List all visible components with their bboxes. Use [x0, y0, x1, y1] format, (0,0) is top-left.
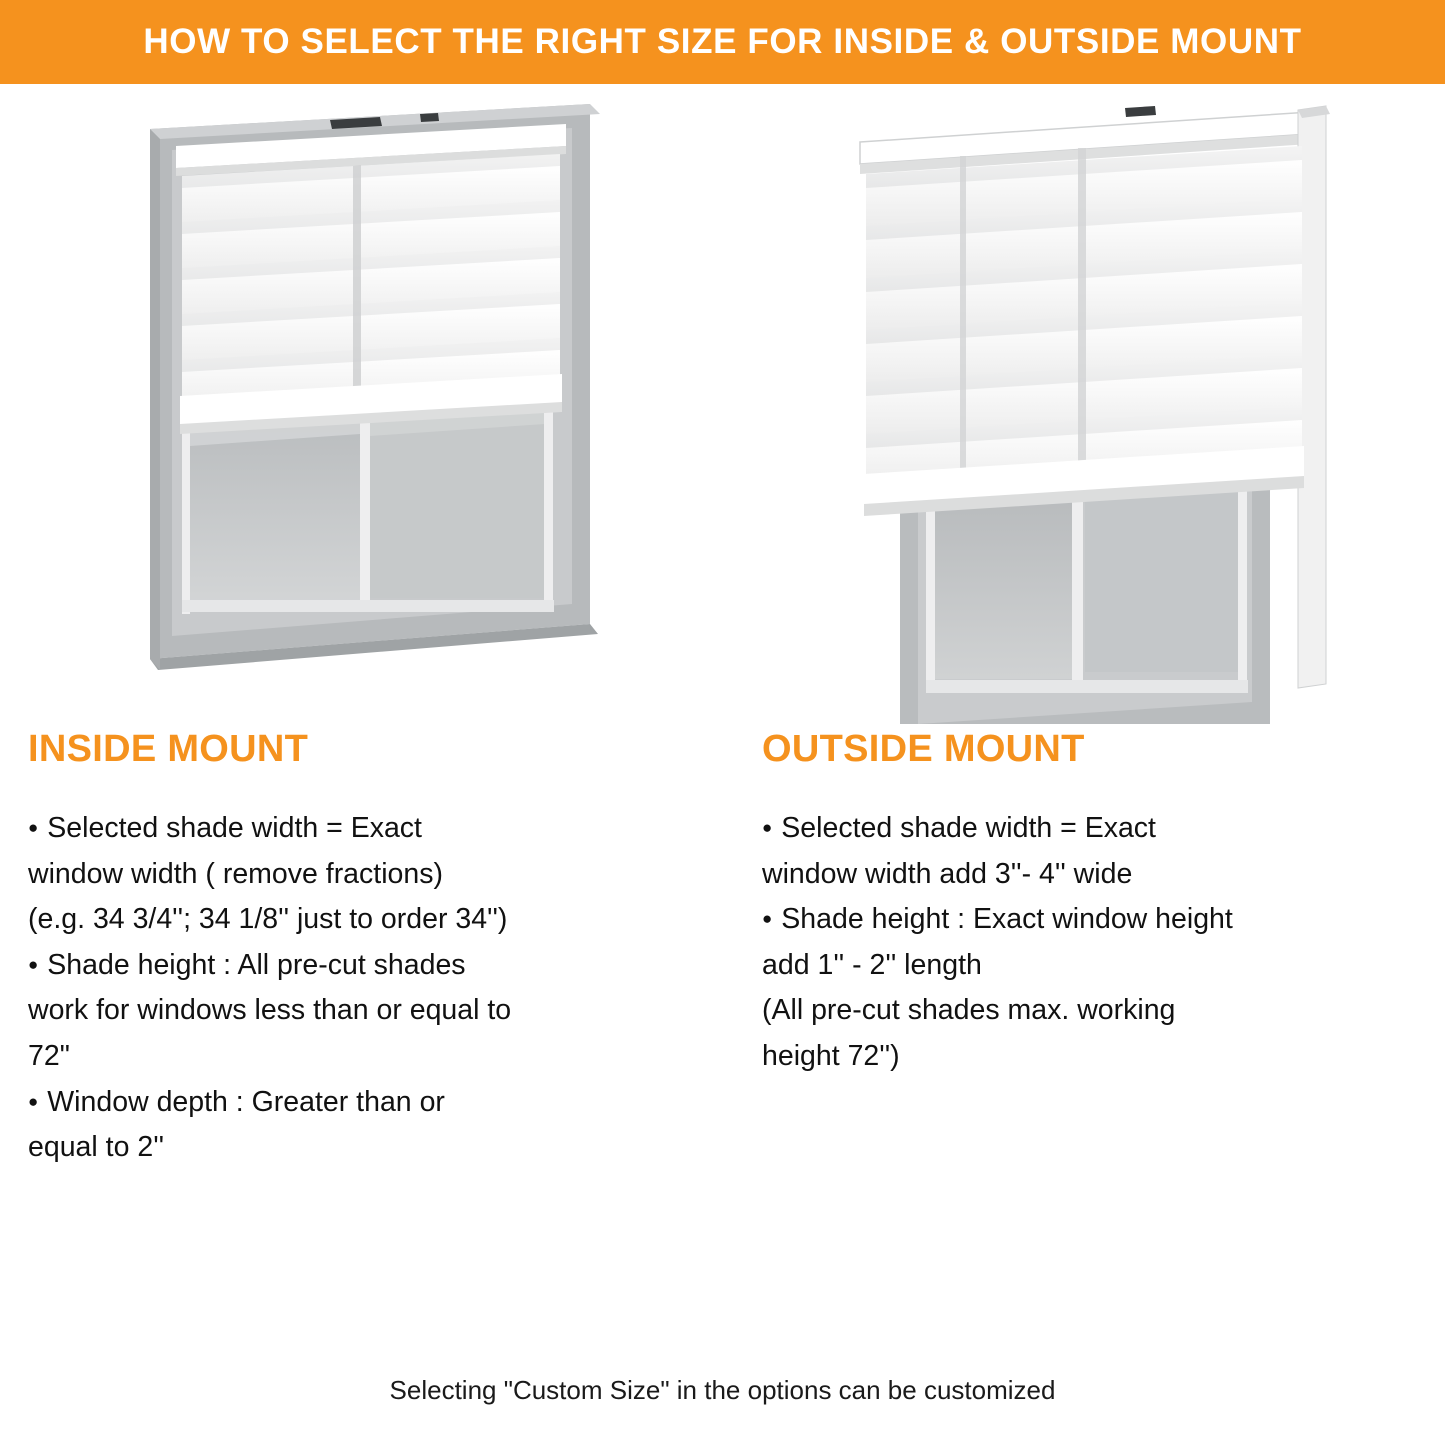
- inside-mount-title: INSIDE MOUNT: [28, 728, 309, 770]
- list-item: window width ( remove fractions): [28, 857, 443, 890]
- list-item: ● Window depth : Greater than or: [28, 1083, 700, 1123]
- inside-mount-section: [0, 728, 722, 1174]
- list-item: ● Selected shade width = Exact: [762, 809, 1421, 849]
- list-item: ● Shade height : All pre-cut shades: [28, 946, 700, 986]
- mount-info-columns: [0, 728, 1445, 1174]
- list-item: ● Shade height : Exact window height: [762, 900, 1421, 940]
- inside-mount-bullets: [28, 809, 700, 1168]
- outside-mount-title: OUTSIDE MOUNT: [762, 728, 1085, 770]
- list-item: ● Selected shade width = Exact: [28, 809, 700, 849]
- list-item: (All pre-cut shades max. working: [762, 994, 1176, 1027]
- list-item: work for windows less than or equal to: [28, 994, 512, 1027]
- header-banner: [0, 0, 1445, 84]
- illustration-area: [0, 84, 1445, 724]
- list-item: 72": [28, 1040, 70, 1073]
- footer-note: Selecting "Custom Size" in the options can be customized: [389, 1375, 1056, 1405]
- list-item: equal to 2'': [28, 1131, 165, 1164]
- list-item: add 1'' - 2'' length: [762, 948, 982, 981]
- list-item: height 72''): [762, 1040, 900, 1073]
- list-item: (e.g. 34 3/4''; 34 1/8'' just to order 34''): [28, 903, 508, 936]
- outside-mount-illustration: [840, 84, 1360, 724]
- outside-mount-section: [722, 728, 1445, 1174]
- inside-mount-illustration: [120, 84, 640, 724]
- page-title: HOW TO SELECT THE RIGHT SIZE FOR INSIDE & OUTSIDE MOUNT: [143, 22, 1302, 61]
- list-item: window width add 3''- 4'' wide: [762, 857, 1133, 890]
- outside-mount-bullets: [762, 809, 1421, 1077]
